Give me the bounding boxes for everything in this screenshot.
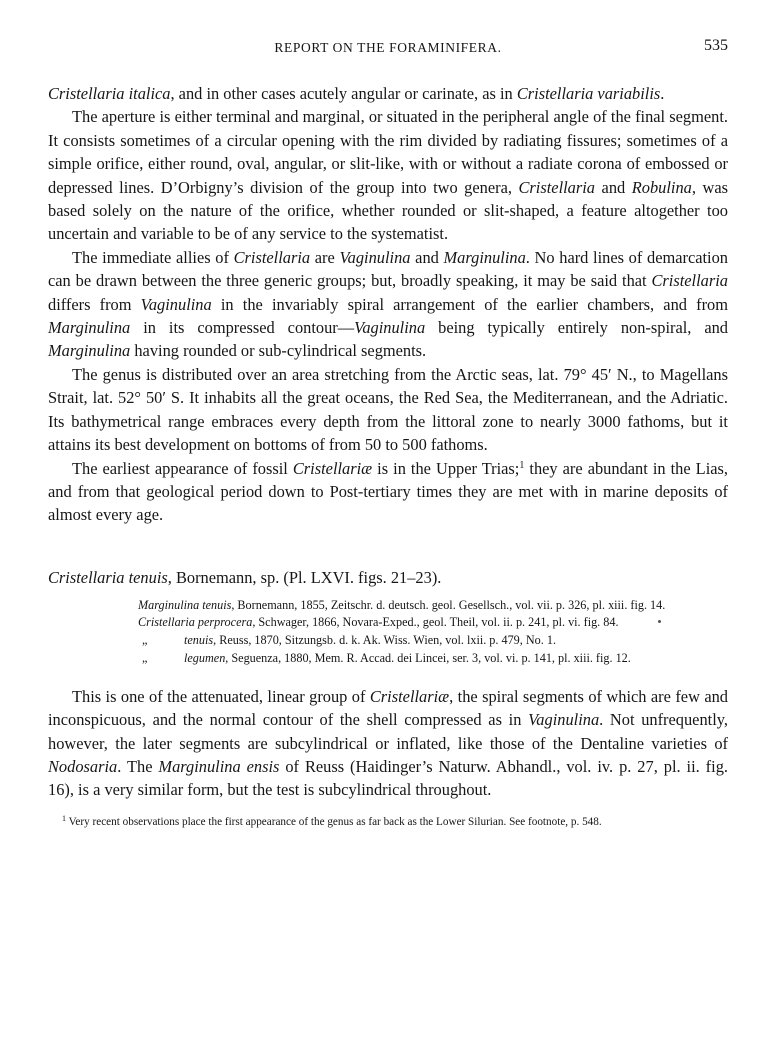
synonym-line <box>184 632 728 650</box>
text-run: The immediate allies of <box>72 247 234 267</box>
ditto-mark: „ <box>142 632 148 647</box>
taxon-name: Cristellariæ <box>369 687 450 707</box>
page <box>48 38 728 830</box>
text-run: being typically entirely non-spiral, and <box>425 318 728 338</box>
text-run: . No hard lines of demarcation can be drawn between the three generic groups; but, broadly speaking, it may be said that <box>48 247 728 291</box>
paragraph-distribution <box>48 363 728 457</box>
text-run: This is one of the attenuated, linear group of <box>72 687 370 707</box>
text-run: differs from <box>48 294 141 314</box>
paragraph-continuation <box>48 82 728 105</box>
text-run: is in the Upper Trias; <box>372 458 520 478</box>
taxon-name: Marginulina <box>48 318 131 338</box>
text-run: in its compressed contour— <box>130 318 355 338</box>
taxon-name: Cristellaria <box>651 271 728 291</box>
running-title: REPORT ON THE FORAMINIFERA. <box>274 40 502 55</box>
ditto-mark: „ <box>142 650 148 665</box>
footnote-marker: 1 <box>62 814 66 824</box>
body-text <box>48 82 728 527</box>
taxon-name: Cristellaria italica <box>48 84 171 103</box>
synonym-name: Marginulina tenuis <box>138 597 232 612</box>
synonym-citation: , Reuss, 1870, Sitzungsb. d. k. Ak. Wiss. Wien, vol. lxii. p. 479, No. 1. <box>213 632 557 647</box>
taxon-name: Vaginulina <box>339 247 411 267</box>
text-run: The genus is distributed over an area stretching from the Arctic seas, lat. 79° 45′ N., to Magellans Strait, lat. 52° 50′ S. It inhabits all the great oceans, the Red Sea, the Mediterranean, and the Adriatic. Its bathymetrical range embraces every depth from the littoral zone to nearly 3000 fathoms, but it attains its best development on bottoms of from 50 to 500 fathoms. <box>48 364 728 455</box>
text-run: in the invariably spiral arrangement of the earlier chambers, and from <box>211 294 728 314</box>
footnote-reference[interactable]: 1 <box>519 459 525 471</box>
synonym-name: Cristellaria perprocera <box>138 615 253 630</box>
synonym-citation: , Schwager, 1866, Novara-Exped., geol. Theil, vol. ii. p. 241, pl. vi. fig. 84. <box>252 615 619 630</box>
taxon-name: Vaginulina <box>528 710 600 730</box>
synonymy-entry <box>138 650 728 668</box>
text-run: and <box>410 247 444 267</box>
taxon-name: Cristellaria <box>518 177 596 197</box>
taxon-name: Cristellaria variabilis <box>516 84 661 103</box>
text-run: having rounded or sub-cylindrical segments. <box>130 341 427 361</box>
synonymy-list <box>138 597 728 667</box>
text-run: and <box>595 177 632 197</box>
text-run: . Not unfrequently, however, the later segments are subcylindrical or inflated, like those of the Dentaline varieties of <box>48 710 728 753</box>
species-heading <box>48 567 728 589</box>
taxon-name: Marginulina ensis <box>158 756 280 776</box>
text-run: . <box>660 84 665 103</box>
text-run: of Reuss (Haidinger’s Naturw. Abhandl., vol. iv. p. 27, pl. ii. fig. 16), is a very similar form, but the test is subcylindrical throughout. <box>48 756 728 799</box>
taxon-name: Nodosaria <box>48 756 118 776</box>
text-run: , was based solely on the nature of the orifice, whether rounded or slit-shaped, a feature altogether too uncertain and variable to be of any service to the systematist. <box>48 177 728 244</box>
synonym-name: tenuis <box>184 632 214 647</box>
paragraph-discussion <box>48 685 728 801</box>
paragraph-aperture <box>48 105 728 245</box>
footnote-text: Very recent observations place the first appearance of the genus as far back as the Lower Silurian. See footnote, p. 548. <box>66 816 602 829</box>
taxon-name: Cristellariæ <box>292 458 373 478</box>
taxon-name: Cristellaria <box>233 247 311 267</box>
taxon-name: Marginulina <box>48 341 131 361</box>
synonym-line <box>184 650 728 668</box>
text-run: they are abundant in the Lias, and from that geological period down to Post-tertiary times they are met with in marine deposits of almost every age. <box>48 458 728 525</box>
running-header <box>48 38 728 66</box>
synonym-name: legumen <box>184 650 226 665</box>
text-run: The earliest appearance of fossil <box>72 458 293 478</box>
synonym-citation: , Bornemann, 1855, Zeitschr. d. deutsch. geol. Gesellsch., vol. vii. p. 326, pl. xiii. fig. 14. <box>231 597 666 612</box>
text-run: The aperture is either terminal and marginal, or situated in the peripheral angle of the final segment. It consists sometimes of a circular opening with the rim divided by radiating fissures; sometimes of a simple orifice, either round, oval, angular, or slit-like, with or without a radiate corona of embossed or depressed lines. D’Orbigny’s division of the group into two genera, <box>48 107 728 197</box>
synonymy-entry <box>138 597 728 615</box>
text-run: , and in other cases acutely angular or carinate, as in <box>170 84 517 103</box>
paragraph-allies <box>48 246 728 363</box>
synonym-citation: , Seguenza, 1880, Mem. R. Accad. dei Lincei, ser. 3, vol. vi. p. 141, pl. xiii. fig. 12. <box>225 650 631 665</box>
synonymy-entry <box>138 614 728 632</box>
paragraph-fossil-record <box>48 457 728 527</box>
stray-mark <box>658 620 661 623</box>
synonymy-entry <box>138 632 728 650</box>
species-authority: , Bornemann, sp. (Pl. LXVI. figs. 21–23). <box>167 567 442 587</box>
taxon-name: Marginulina <box>443 247 526 267</box>
text-run: are <box>310 247 340 267</box>
taxon-name: Vaginulina <box>354 318 426 338</box>
taxon-name: Robulina <box>631 177 692 197</box>
page-number: 535 <box>704 37 728 54</box>
taxon-name: Vaginulina <box>140 294 212 314</box>
species-name: Cristellaria tenuis <box>48 567 168 587</box>
text-run: , the spiral segments of which are few and inconspicuous, and the normal contour of the shell compressed as in <box>48 687 728 730</box>
text-run: . The <box>117 756 159 776</box>
footnote <box>48 811 728 830</box>
